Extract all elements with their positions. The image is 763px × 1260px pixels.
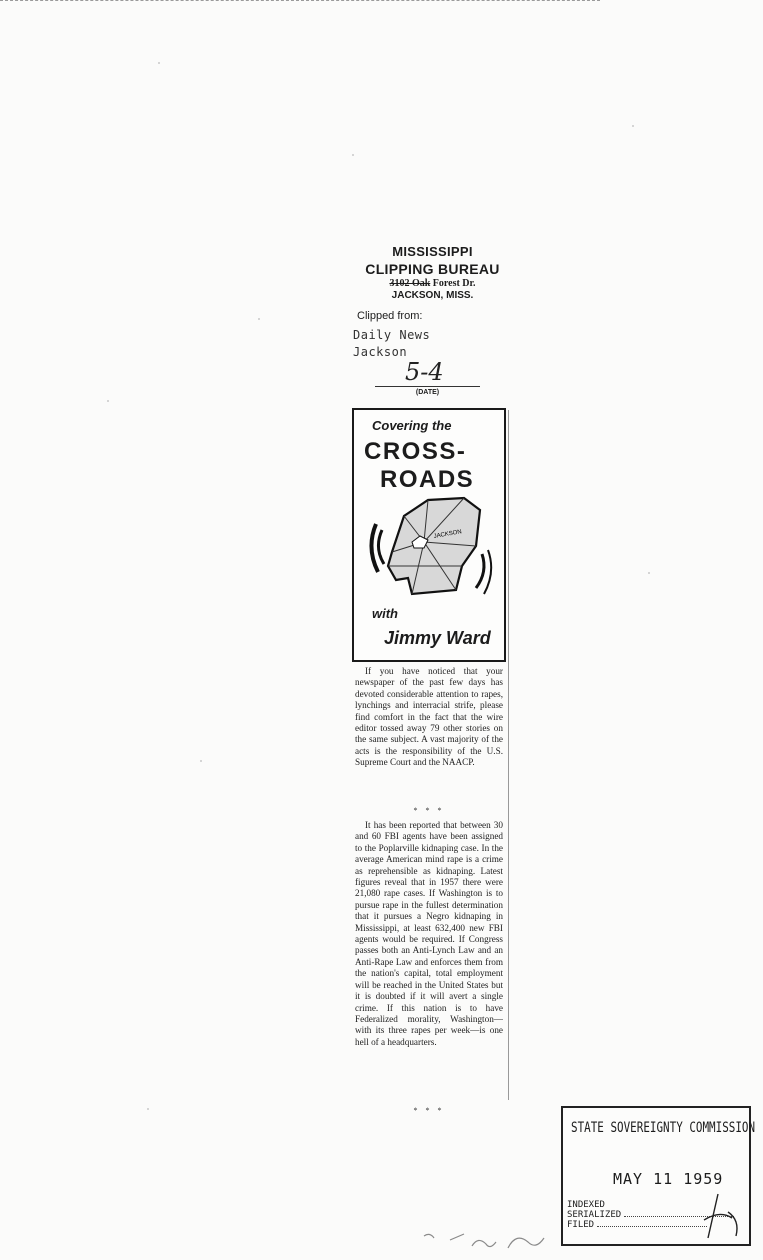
top-edge-dashes — [0, 0, 600, 1]
paper-speck — [147, 1108, 149, 1110]
paper-speck — [158, 62, 160, 64]
column-title-cross: CROSS- — [364, 438, 467, 465]
column-title-roads: ROADS — [380, 466, 475, 493]
map-city-label: JACKSON — [433, 529, 463, 540]
bureau-city: JACKSON, MISS. — [391, 290, 474, 301]
bureau-line-1: MISSISSIPPI — [392, 244, 473, 259]
paper-speck — [632, 125, 634, 127]
column-header-box — [352, 408, 506, 662]
stamp-date: MAY 11 1959 — [613, 1170, 724, 1188]
article-paragraph-1-text: If you have noticed that your newspaper of the past few days has devoted considerable attention to rapes, lynchings and interracial strife, please find comfort in the fact that the wire editor tossed away 79 other stories on the same subject. A vast majority of the acts is the responsibility of the U.S. Supreme Court and the NAACP. — [355, 666, 503, 768]
newspaper-name — [353, 327, 430, 361]
article-paragraph-2-text: It has been reported that between 30 and 60 FBI agents have been assigned to the Poplarville kidnaping case. In the average American mind rape is a crime as reprehensible as kidnaping. Latest figures reveal that in 1957 there were 21,080 rape cases. If Washington is to pursue rape in the fullest determination that it pursues a Negro kidnaping in Mississippi, at least 632,400 new FBI agents would be required. If Congress passes both an Anti-Lynch Law and an Anti-Rape Law and enforces them from the nation's capital, total employment will be reached in the United States but it is doubted if it will avert a single crime. If this nation is to have Federalized morality, Washington—with its three rapes per week—is one hell of a headquarters. — [355, 820, 503, 1047]
stamp-row-indexed-label: INDEXED — [567, 1200, 605, 1210]
mississippi-map-illustration — [364, 494, 494, 604]
stamp-row-indexed — [567, 1200, 605, 1210]
paper-speck — [200, 760, 202, 762]
article-paragraph-2 — [355, 820, 503, 1048]
bureau-address-rest: Forest Dr. — [432, 278, 476, 289]
date-underline — [375, 386, 480, 387]
clipping-bureau-header — [345, 244, 520, 301]
stamp-row-filed — [567, 1220, 707, 1230]
paper-speck — [352, 154, 354, 156]
paper-speck — [107, 400, 109, 402]
column-edge-rule — [508, 410, 509, 1100]
stamp-row-filed-label: FILED — [567, 1220, 595, 1230]
paper-speck — [258, 318, 260, 320]
pencil-scribble — [420, 1228, 560, 1254]
bureau-line-2: CLIPPING BUREAU — [365, 261, 500, 277]
newspaper-line-2: Jackson — [353, 345, 408, 359]
article-end-separator: * * * — [413, 1106, 445, 1115]
column-with-text: with — [372, 606, 398, 621]
column-covering-text: Covering the — [372, 418, 452, 433]
article-separator: * * * — [413, 806, 445, 815]
commission-stamp — [561, 1106, 756, 1246]
handwritten-date: 5-4 — [405, 358, 444, 386]
stamp-title: STATE SOVEREIGNTY COMMISSION — [571, 1120, 756, 1136]
stamp-row-serialized-label: SERIALIZED — [567, 1210, 622, 1220]
handwritten-initials — [698, 1192, 748, 1240]
stamp-dotted-line — [597, 1226, 707, 1227]
date-label: (DATE) — [415, 389, 440, 396]
bureau-address-struck: 3102 Oak — [389, 278, 431, 289]
paper-speck — [648, 572, 650, 574]
bureau-address — [345, 278, 520, 289]
article-paragraph-1 — [355, 666, 503, 769]
clipped-from-label: Clipped from: — [357, 310, 423, 322]
column-author: Jimmy Ward — [384, 628, 491, 648]
newspaper-line-1: Daily News — [353, 328, 431, 342]
